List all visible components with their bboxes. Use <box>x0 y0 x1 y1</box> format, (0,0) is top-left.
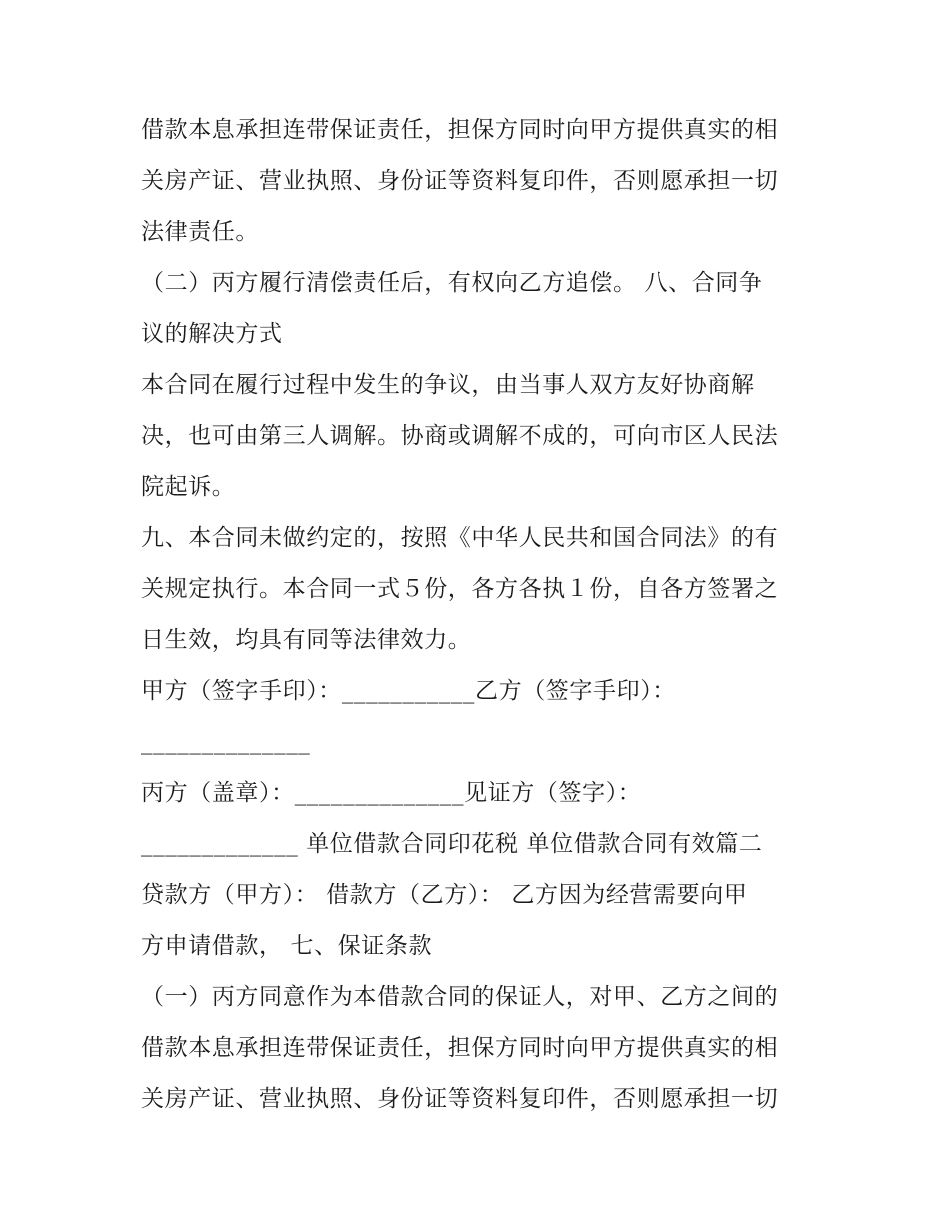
text-line: 借款本息承担连带保证责任，担保方同时向甲方提供真实的相 <box>141 1035 779 1061</box>
text-line: 贷款方（甲方）： 借款方（乙方）： 乙方因为经营需要向甲 <box>141 882 748 908</box>
text-line: 关房产证、营业执照、身份证等资料复印件，否则愿承担一切 <box>141 168 779 194</box>
text-line: 关规定执行。本合同一式５份，各方各执１份，自各方签署之 <box>141 576 779 602</box>
document-body <box>141 105 821 1125</box>
text-line: 本合同在履行过程中发生的争议，由当事人双方友好协商解 <box>141 372 755 398</box>
text-line: 日生效，均具有同等法律效力。 <box>141 627 472 653</box>
text-line: _____________ 单位借款合同印花税 单位借款合同有效篇二 <box>141 831 763 857</box>
text-line: 关房产证、营业执照、身份证等资料复印件，否则愿承担一切 <box>141 1086 779 1112</box>
text-line: 九、本合同未做约定的，按照《中华人民共和国合同法》的有 <box>141 525 779 551</box>
text-line: 方申请借款， 七、保证条款 <box>141 933 433 959</box>
text-line: 议的解决方式 <box>141 321 283 347</box>
text-line: 借款本息承担连带保证责任，担保方同时向甲方提供真实的相 <box>141 117 779 143</box>
text-line: 法律责任。 <box>141 219 259 245</box>
text-line: （一）丙方同意作为本借款合同的保证人，对甲、乙方之间的 <box>141 984 779 1010</box>
text-line: 院起诉。 <box>141 474 236 500</box>
signature-blank: ______________ <box>141 729 311 755</box>
signature-line-party-c-witness: 丙方（盖章）：______________见证方（签字）： <box>141 780 642 806</box>
text-line: （二）丙方履行清偿责任后，有权向乙方追偿。 八、合同争 <box>141 270 763 296</box>
signature-line-party-a-b: 甲方（签字手印）：___________乙方（签字手印）： <box>141 678 676 704</box>
text-line: 决，也可由第三人调解。协商或调解不成的，可向市区人民法 <box>141 423 779 449</box>
